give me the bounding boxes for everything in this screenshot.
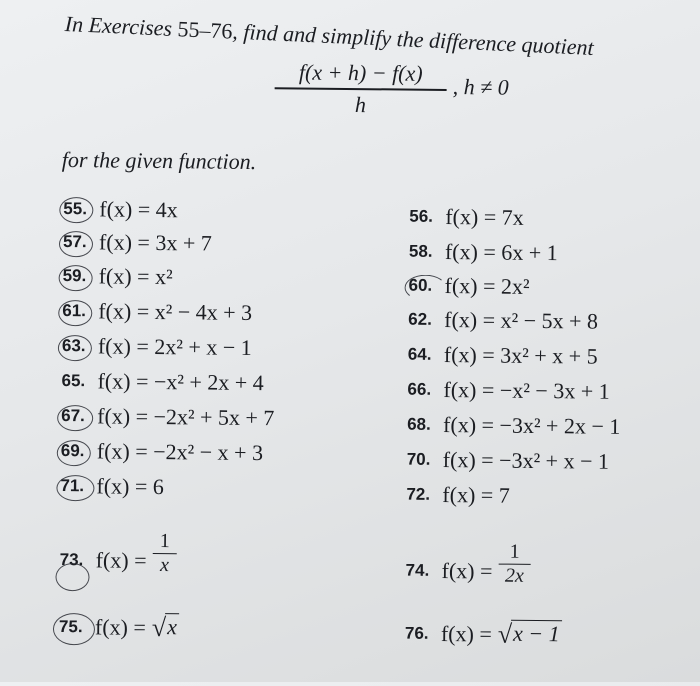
pencil-circle-55 [59,197,93,223]
exercise-expression: f(x) = x² − 5x + 8 [444,306,599,334]
pencil-circle-63 [58,335,92,361]
exercise-expression: f(x) = [441,557,493,584]
exercise-expression: f(x) = −x² − 3x + 1 [443,376,610,404]
radicand: x [165,613,179,640]
exercise-number: 65. [61,370,86,391]
exercise-76 [405,619,562,651]
exercise-number: 57. [62,231,87,252]
given-function-text: for the given function. [61,146,257,175]
exercise-number: 63. [61,335,86,356]
exercise-number: 62. [408,309,432,329]
heading-prefix: In Exercises [64,11,179,42]
exercise-expression: f(x) = 2x² [444,272,530,299]
exercise-expression: f(x) = [95,547,147,573]
exercise-number: 68. [407,414,431,434]
exercise-number: 73. [59,549,84,569]
exercise-number: 55. [63,198,88,219]
exercise-number: 56. [409,206,434,226]
exercise-70 [407,447,609,475]
exercise-expression: f(x) = [440,620,492,647]
exercise-72 [406,482,510,509]
exercise-number: 60. [408,275,433,295]
exercise-expression: f(x) = x² − 4x + 3 [98,298,253,325]
exercise-74 [405,540,530,589]
fraction-numerator: 1 [509,540,520,563]
exercise-expression: f(x) = 7 [442,481,510,508]
exercise-expression: f(x) = −3x² + 2x − 1 [442,411,621,439]
quotient-fraction [274,59,447,118]
exercise-number: 72. [406,484,431,504]
fraction [152,530,176,578]
exercise-expression: f(x) = −2x² + 5x + 7 [97,403,275,431]
exercise-69 [61,438,263,466]
pencil-circle-61 [58,300,92,326]
fraction-numerator: 1 [159,530,170,553]
pencil-circle-75 [53,613,95,645]
radical-sign: √ [151,612,167,643]
fraction-denominator: x [159,554,170,577]
radicand: x − 1 [511,620,562,648]
exercise-expression: f(x) = −2x² − x + 3 [96,438,264,466]
exercise-number: 69. [60,440,85,461]
pencil-circle-73 [55,563,89,591]
exercise-68 [407,412,620,440]
heading-range: 55–76 [176,16,234,44]
exercise-expression: f(x) = [94,614,147,640]
exercise-number: 58. [408,241,433,261]
fraction [498,541,530,589]
exercise-expression: f(x) = −3x² + x − 1 [442,446,610,474]
exercise-expression: f(x) = 3x + 7 [98,229,212,256]
square-root [498,620,562,651]
pencil-circle-71 [56,475,94,501]
difference-quotient [274,59,509,119]
exercise-number: 74. [405,560,430,580]
quotient-denominator: h [354,91,367,117]
exercise-62 [408,307,598,335]
exercise-expression: f(x) = 7x [445,203,524,230]
heading-suffix: , find and simplify the difference quotient [231,18,595,60]
pencil-circle-67 [57,405,93,431]
exercise-number: 64. [407,344,432,364]
pencil-circle-57 [59,231,93,257]
radical-sign: √ [497,619,513,649]
exercise-64 [408,342,598,370]
pencil-circle-59 [58,265,92,291]
exercise-expression: f(x) = 4x [99,196,178,223]
exercise-number: 75. [58,616,83,637]
square-root [152,613,179,643]
pencil-circle-60 [404,275,446,301]
exercise-number: 66. [407,379,432,399]
exercise-expression: f(x) = x² [98,263,173,290]
exercise-number: 61. [62,300,87,321]
quotient-condition: , h ≠ 0 [452,73,509,100]
exercise-expression: f(x) = −x² + 2x + 4 [97,368,264,396]
exercise-66 [407,377,609,405]
exercise-expression: f(x) = 2x² + x − 1 [97,333,252,360]
exercise-number: 67. [61,405,85,426]
exercise-expression: f(x) = 3x² + x + 5 [443,341,598,369]
fraction-denominator: 2x [504,565,524,588]
exercise-number: 59. [62,265,87,286]
exercise-65 [61,368,263,396]
pencil-circle-69 [57,440,91,466]
instruction-heading [64,11,665,64]
exercise-expression: f(x) = 6x + 1 [444,238,558,266]
exercise-number: 70. [406,449,431,469]
exercise-number: 71. [60,475,85,496]
exercise-56 [409,204,524,231]
exercise-58 [409,239,558,267]
exercise-number: 76. [404,623,429,643]
exercise-expression: f(x) = 6 [96,473,164,500]
quotient-numerator: f(x + h) − f(x) [298,59,423,86]
